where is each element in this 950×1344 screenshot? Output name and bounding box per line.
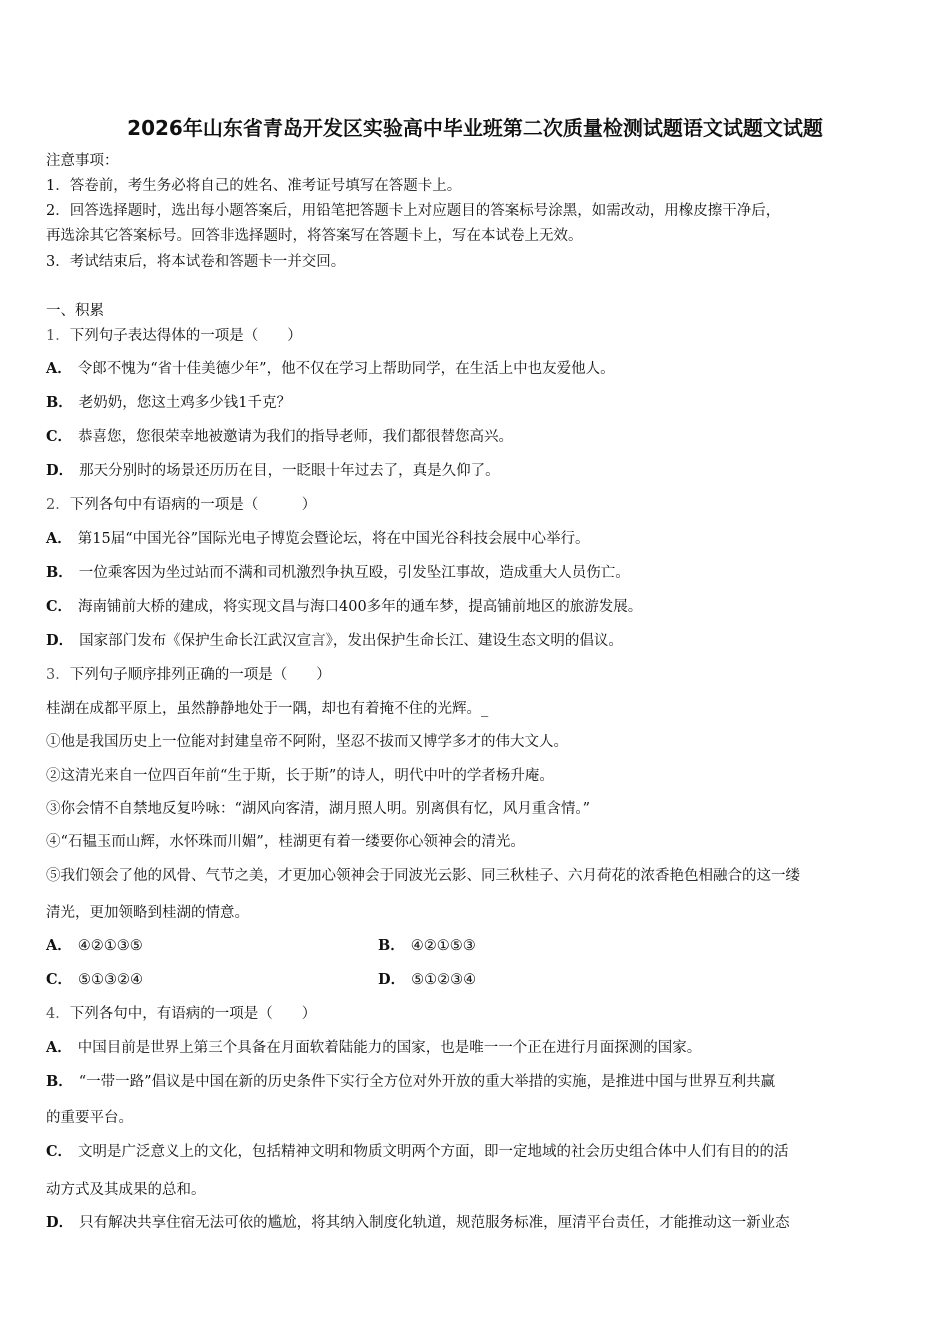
question-number: 2． xyxy=(46,497,70,513)
option-row xyxy=(46,936,143,956)
question-stem xyxy=(46,495,316,515)
option-continuation: 动方式及其成果的总和。 xyxy=(46,1182,206,1198)
option-row xyxy=(46,1038,701,1058)
option-text: ⑤①③②④ xyxy=(78,972,144,988)
passage-sentence: ④“石韫玉而山辉，水怀珠而川媚”，桂湖更有着一缕要你心领神会的清光。 xyxy=(46,834,525,850)
notice-item: 1．答卷前，考生务必将自己的姓名、准考证号填写在答题卡上。 xyxy=(46,178,462,194)
question-number: 3． xyxy=(46,667,70,683)
option-text: 恭喜您，您很荣幸地被邀请为我们的指导老师，我们都很替您高兴。 xyxy=(78,429,514,445)
option-text: 一位乘客因为坐过站而不满和司机激烈争执互殴，引发坠江事故，造成重大人员伤亡。 xyxy=(78,565,630,581)
option-text: 只有解决共享住宿无法可依的尴尬，将其纳入制度化轨道，规范服务标准，厘清平台责任，才能推动这一新业态 xyxy=(79,1215,790,1231)
option-row xyxy=(46,1072,775,1092)
page-title: 2026年山东省青岛开发区实验高中毕业班第二次质量检测试题语文试题文试题 xyxy=(127,116,823,140)
passage-sentence: ⑤我们领会了他的风骨、气节之美，才更加心领神会于同波光云影、同三秋桂子、六月荷花的浓香艳色相融合的这一缕 xyxy=(46,868,800,884)
option-text: 老奶奶，您这土鸡多少钱1千克？ xyxy=(78,395,291,411)
option-text: 第15届“中国光谷”国际光电子博览会暨论坛，将在中国光谷科技会展中心举行。 xyxy=(77,531,590,547)
option-text: 文明是广泛意义上的文化，包括精神文明和物质文明两个方面，即一定地域的社会历史组合体中人们有目的的活 xyxy=(78,1144,789,1160)
option-label: A． xyxy=(46,937,72,954)
option-row xyxy=(46,529,590,549)
passage-sentence: ②这清光来自一位四百年前“生于斯，长于斯”的诗人，明代中叶的学者杨升庵。 xyxy=(46,768,554,784)
question-stem xyxy=(46,326,302,346)
notice-item: 再选涂其它答案标号。回答非选择题时，将答案写在答题卡上，写在本试卷上无效。 xyxy=(46,228,583,244)
option-row xyxy=(46,631,623,651)
question-stem xyxy=(46,665,331,685)
question-text: 下列句子表达得体的一项是（ ） xyxy=(69,328,302,344)
question-stem xyxy=(46,1004,316,1024)
option-label: B． xyxy=(46,394,73,411)
option-label: B． xyxy=(46,1073,73,1090)
passage-sentence: 清光，更加领略到桂湖的情意。 xyxy=(46,905,249,921)
question-number: 1． xyxy=(46,328,70,344)
option-row xyxy=(378,936,476,956)
option-row xyxy=(46,563,630,583)
option-row xyxy=(46,1142,789,1162)
option-label: C． xyxy=(46,598,73,615)
option-label: A． xyxy=(46,360,72,377)
option-label: C． xyxy=(46,971,73,988)
option-label: C． xyxy=(46,428,73,445)
option-label: C． xyxy=(46,1143,73,1160)
option-label: A． xyxy=(46,530,72,547)
option-text: 国家部门发布《保护生命长江武汉宣言》，发出保护生命长江、建设生态文明的倡议。 xyxy=(79,633,623,649)
passage-sentence: ③你会情不自禁地反复吟咏：“湖风向客清，湖月照人明。别离俱有忆，风月重含情。” xyxy=(46,801,591,817)
question-text: 下列各句中，有语病的一项是（ ） xyxy=(69,1006,317,1022)
question-text: 下列句子顺序排列正确的一项是（ ） xyxy=(69,667,331,683)
question-number: 4． xyxy=(46,1006,70,1022)
option-text: 海南铺前大桥的建成，将实现文昌与海口400多年的通车梦，提高铺前地区的旅游发展。 xyxy=(78,599,643,615)
option-label: D． xyxy=(378,971,406,988)
notice-heading: 注意事项： xyxy=(46,153,119,169)
option-label: B． xyxy=(46,564,73,581)
option-text: 中国目前是世界上第三个具备在月面软着陆能力的国家，也是唯一一个正在进行月面探测的国家。 xyxy=(77,1040,702,1056)
section-heading: 一、积累 xyxy=(46,303,104,319)
option-text: 令郎不愧为“省十佳美德少年”，他不仅在学习上帮助同学，在生活上中也友爱他人。 xyxy=(77,361,615,377)
option-label: D． xyxy=(46,1214,74,1231)
question-text: 下列各句中有语病的一项是（ ） xyxy=(69,497,317,513)
option-text: ④②①③⑤ xyxy=(77,938,143,954)
option-row xyxy=(46,359,615,379)
option-continuation: 的重要平台。 xyxy=(46,1110,133,1126)
option-label: D． xyxy=(46,462,74,479)
option-text: 那天分别时的场景还历历在目，一眨眼十年过去了，真是久仰了。 xyxy=(79,463,500,479)
option-text: ④②①⑤③ xyxy=(410,938,476,954)
option-text: ⑤①②③④ xyxy=(411,972,477,988)
option-row xyxy=(46,970,143,990)
option-label: A． xyxy=(46,1039,72,1056)
option-row xyxy=(46,427,513,447)
passage-intro: 桂湖在成都平原上，虽然静静地处于一隅，却也有着掩不住的光辉。_ xyxy=(46,701,489,717)
option-row xyxy=(46,461,500,481)
option-row xyxy=(378,970,476,990)
option-row xyxy=(46,393,291,413)
option-text: “一带一路”倡议是中国在新的历史条件下实行全方位对外开放的重大举措的实施，是推进中国与世界互利共赢 xyxy=(78,1074,776,1090)
option-row xyxy=(46,1213,790,1233)
notice-item: 3．考试结束后，将本试卷和答题卡一并交回。 xyxy=(46,254,346,270)
option-row xyxy=(46,597,642,617)
notice-item: 2．回答选择题时，选出每小题答案后，用铅笔把答题卡上对应题目的答案标号涂黑，如需改动，用橡皮擦干净后， xyxy=(46,203,781,219)
passage-sentence: ①他是我国历史上一位能对封建皇帝不阿附，坚忍不拔而又博学多才的伟大文人。 xyxy=(46,734,568,750)
option-label: B． xyxy=(378,937,405,954)
option-label: D． xyxy=(46,632,74,649)
